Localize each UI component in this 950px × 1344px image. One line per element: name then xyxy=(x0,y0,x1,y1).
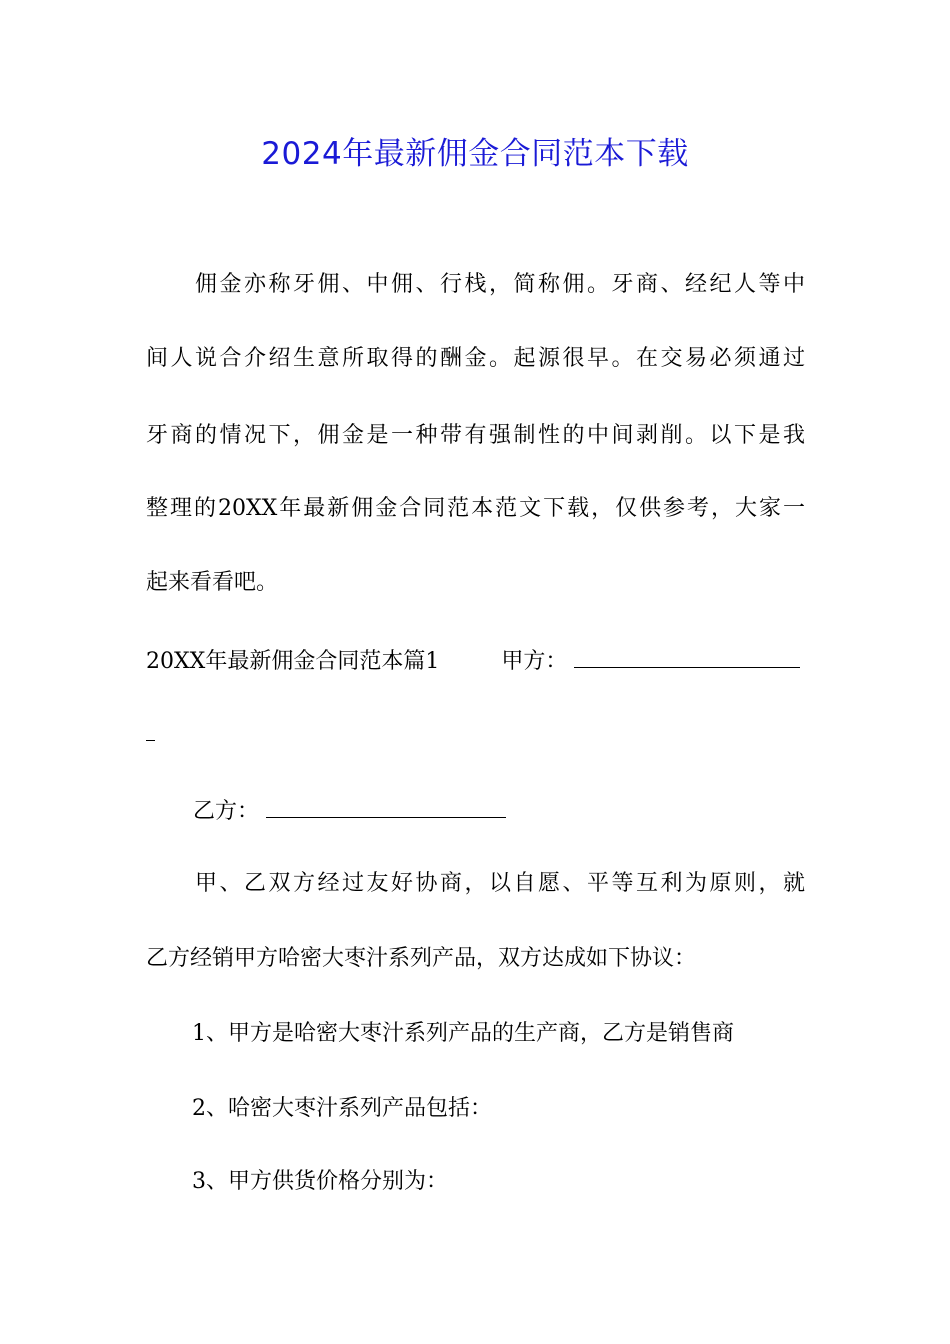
party-a-label: 甲方： xyxy=(501,649,568,674)
party-a-blank-line xyxy=(574,645,800,668)
agreement-line-1: 甲、乙双方经过友好协商，以自愿、平等互利为原则，就 xyxy=(195,871,805,896)
section-heading: 20XX年最新佣金合同范本篇1 xyxy=(146,649,440,674)
party-b-row xyxy=(193,795,863,827)
intro-line-4: 整理的20XX年最新佣金合同范本范文下载，仅供参考，大家一 xyxy=(146,496,805,521)
party-b-blank-line xyxy=(266,795,506,818)
intro-line-2: 间人说合介绍生意所取得的酬金。起源很早。在交易必须通过 xyxy=(146,346,805,371)
clause-2: 2、哈密大枣汁系列产品包括： xyxy=(192,1096,492,1121)
party-b-label: 乙方： xyxy=(193,799,260,824)
section-heading-row xyxy=(146,645,816,677)
intro-line-3: 牙商的情况下，佣金是一种带有强制性的中间剥削。以下是我 xyxy=(146,423,805,448)
clause-1: 1、甲方是哈密大枣汁系列产品的生产商，乙方是销售商 xyxy=(192,1021,734,1046)
clause-3: 3、甲方供货价格分别为： xyxy=(192,1169,448,1194)
agreement-line-2: 乙方经销甲方哈密大枣汁系列产品，双方达成如下协议： xyxy=(146,946,697,971)
document-title: 2024年最新佣金合同范本下载 xyxy=(261,136,689,172)
party-a-blank-continuation xyxy=(146,740,155,741)
intro-line-5: 起来看看吧。 xyxy=(146,570,279,595)
intro-line-1: 佣金亦称牙佣、中佣、行栈，简称佣。牙商、经纪人等中 xyxy=(195,272,805,297)
